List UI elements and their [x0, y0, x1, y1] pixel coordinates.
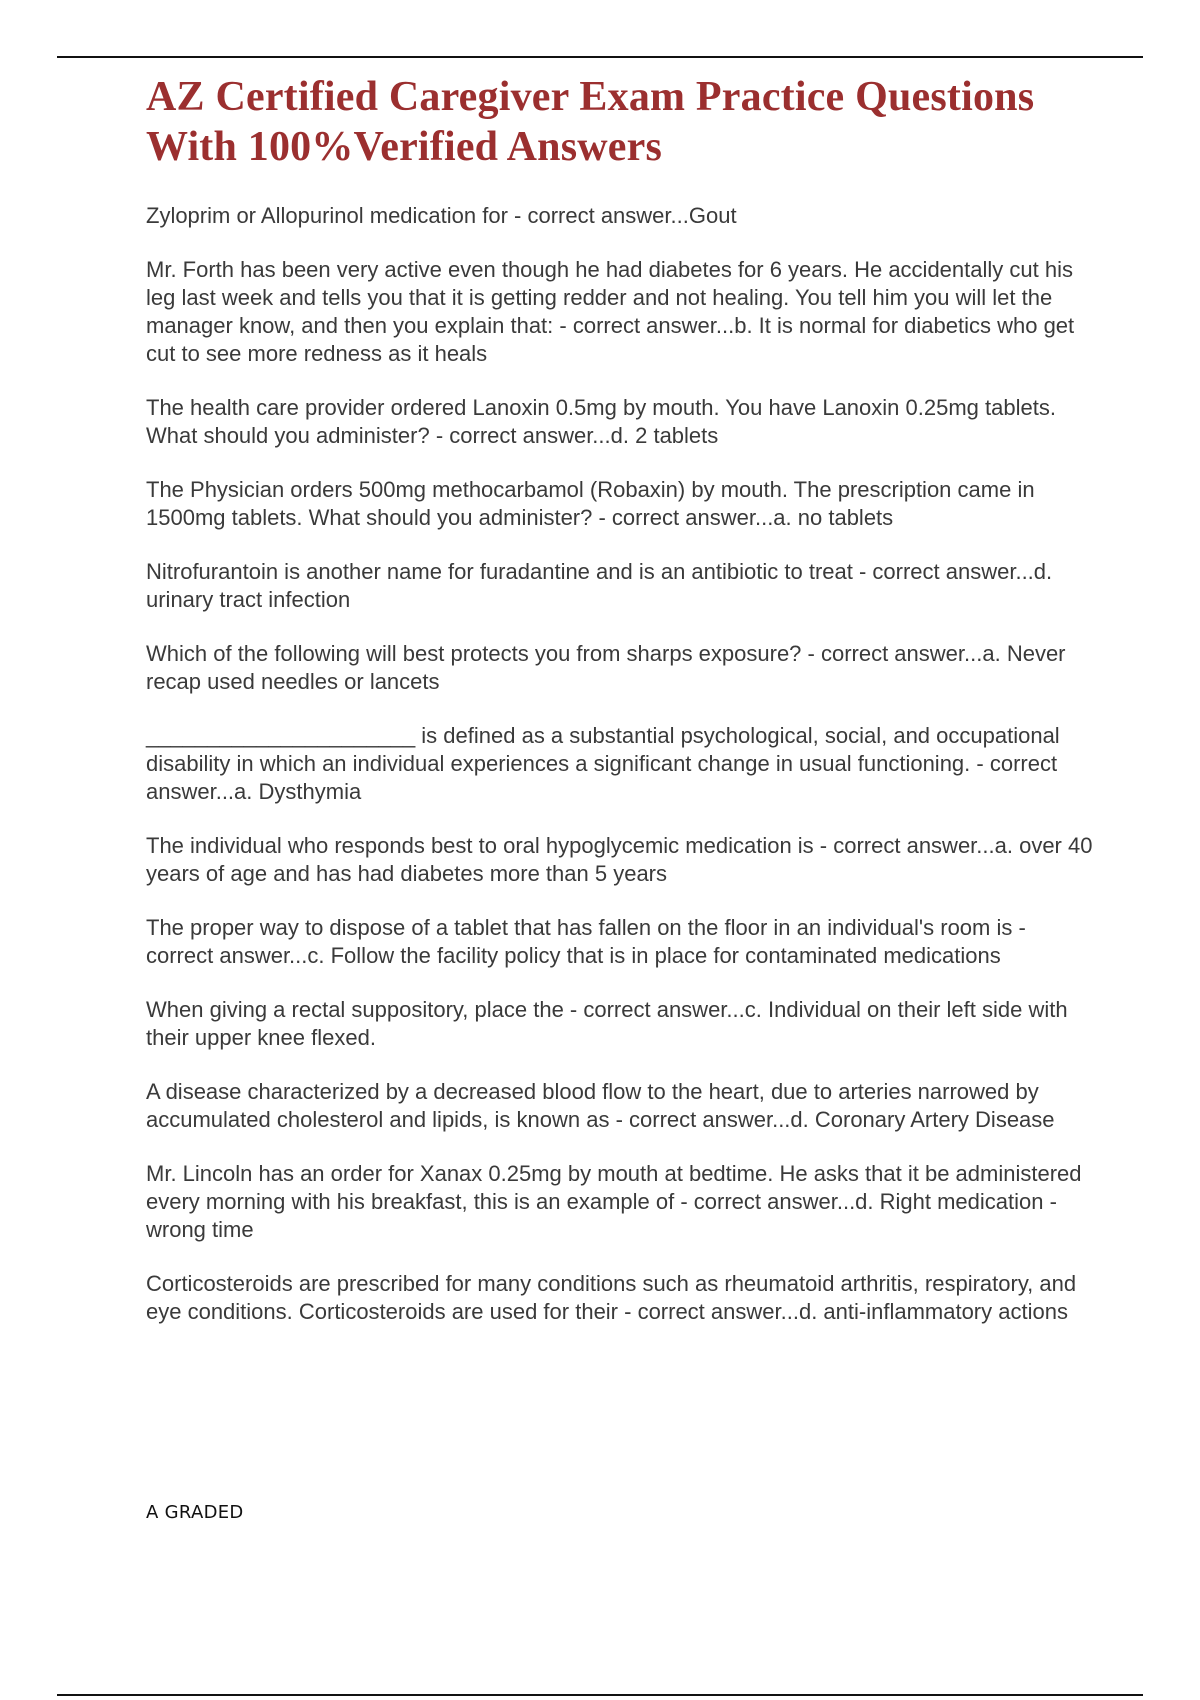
qa-item: Nitrofurantoin is another name for furadantine and is an antibiotic to treat - correct answer...d. urinary tract infection	[146, 559, 1053, 612]
top-rule	[57, 56, 1143, 58]
qa-item: ______________________ is defined as a substantial psychological, social, and occupational disability in which an individual experiences a significant change in usual functioning. - correct answer...a. Dysthymia	[146, 723, 1060, 804]
qa-item: A disease characterized by a decreased blood flow to the heart, due to arteries narrowed by accumulated cholesterol and lipids, is known as - correct answer...d. Coronary Artery Disease	[146, 1079, 1055, 1132]
qa-item: The health care provider ordered Lanoxin 0.5mg by mouth. You have Lanoxin 0.25mg tablets. What should you administer? - correct answer...d. 2 tablets	[146, 395, 1056, 448]
document-body	[146, 72, 1096, 1352]
qa-item: The proper way to dispose of a tablet that has fallen on the floor in an individual's room is - correct answer...c. Follow the facility policy that is in place for contaminated medications	[146, 915, 1026, 968]
qa-item: Which of the following will best protects you from sharps exposure? - correct answer...a. Never recap used needles or lancets	[146, 641, 1066, 694]
qa-item: Mr. Forth has been very active even though he had diabetes for 6 years. He accidentally cut his leg last week and tells you that it is getting redder and not healing. You tell him you will let the manager know, and then you explain that: - correct answer...b. It is normal for diabetics who get cut to see more redness as it heals	[146, 257, 1075, 366]
qa-item: Zyloprim or Allopurinol medication for - correct answer...Gout	[146, 203, 737, 228]
qa-item: When giving a rectal suppository, place the - correct answer...c. Individual on their left side with their upper knee flexed.	[146, 997, 1068, 1050]
footer-note: A GRADED	[146, 1502, 244, 1523]
bottom-rule	[57, 1694, 1143, 1696]
qa-item: Mr. Lincoln has an order for Xanax 0.25mg by mouth at bedtime. He asks that it be administered every morning with his breakfast, this is an example of - correct answer...d. Right medication - wrong time	[146, 1161, 1082, 1242]
document-title: AZ Certified Caregiver Exam Practice Questions With 100%Verified Answers	[146, 74, 1035, 170]
qa-list	[146, 202, 1096, 1326]
qa-item: Corticosteroids are prescribed for many conditions such as rheumatoid arthritis, respiratory, and eye conditions. Corticosteroids are used for their - correct answer...d. anti-inflammatory actions	[146, 1271, 1077, 1324]
qa-item: The individual who responds best to oral hypoglycemic medication is - correct answer...a. over 40 years of age and has had diabetes more than 5 years	[146, 833, 1093, 886]
qa-item: The Physician orders 500mg methocarbamol (Robaxin) by mouth. The prescription came in 1500mg tablets. What should you administer? - correct answer...a. no tablets	[146, 477, 1035, 530]
